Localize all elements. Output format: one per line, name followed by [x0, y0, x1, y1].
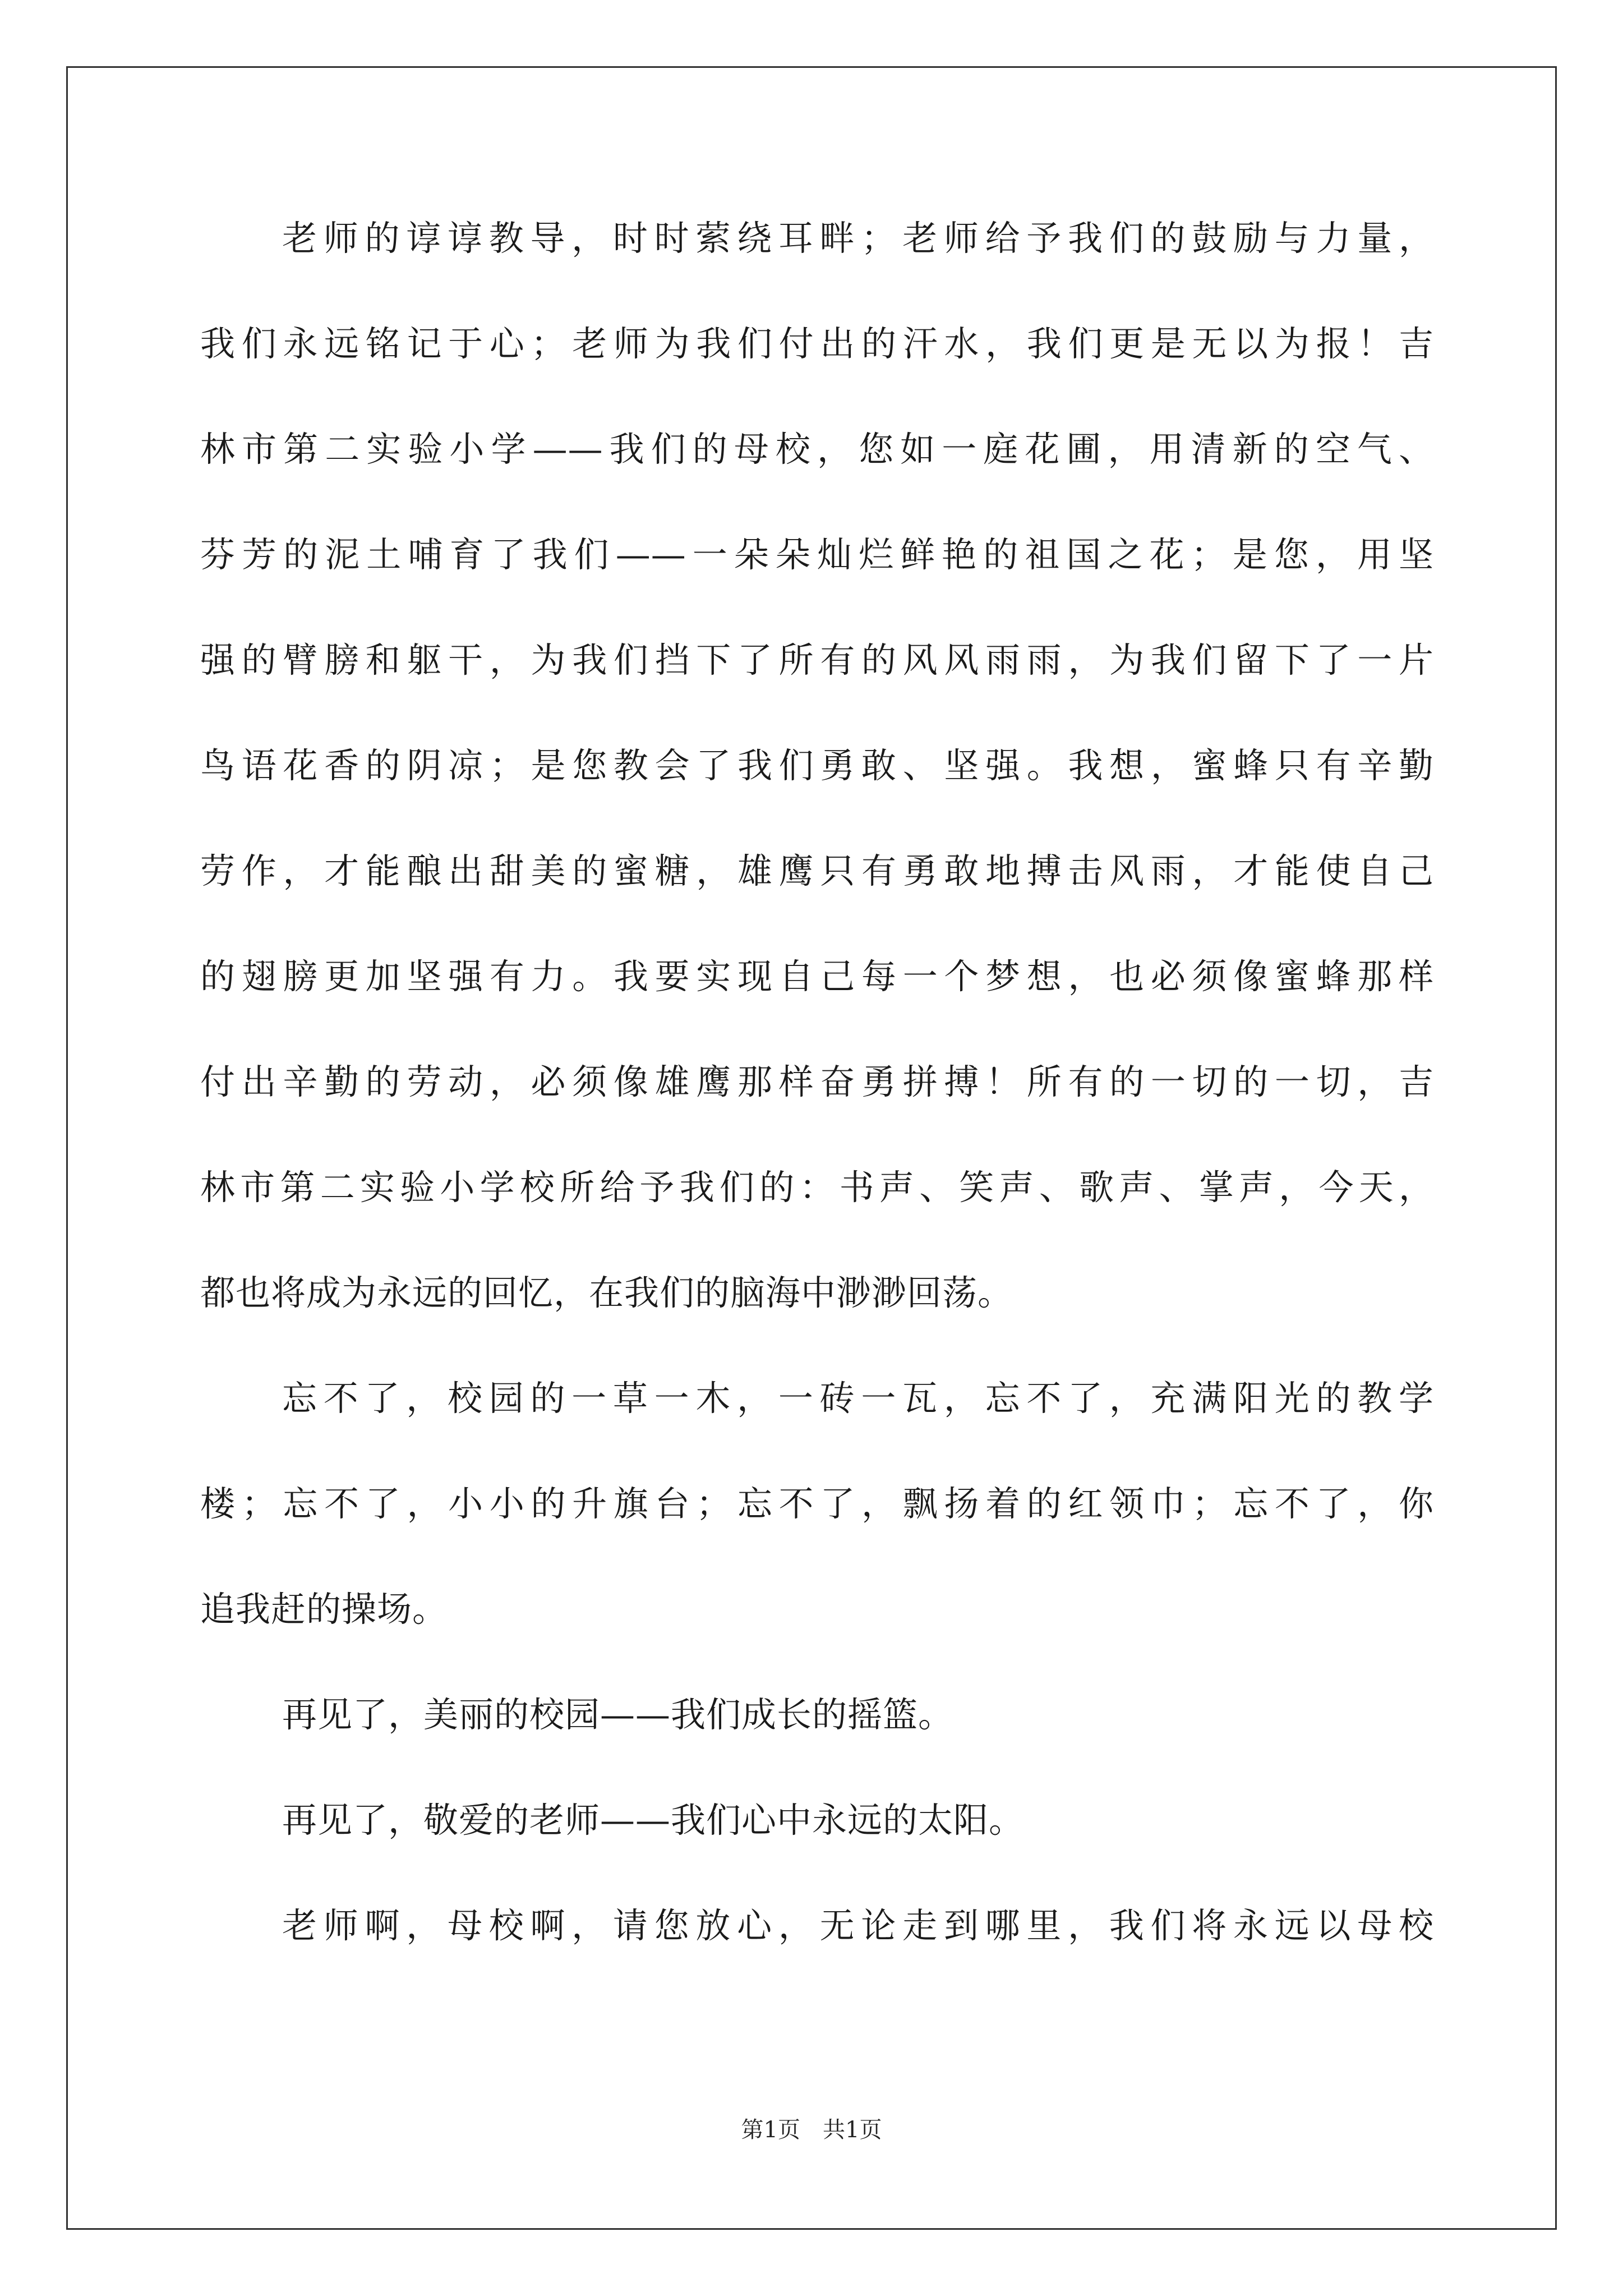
text-line: 都也将成为永远的回忆，在我们的脑海中渺渺回荡。 [200, 1272, 1013, 1313]
text-line: 忘不了，校园的一草一木，一砖一瓦，忘不了，充满阳光的教学 [282, 1378, 1434, 1419]
text-line: 我们永远铭记于心；老师为我们付出的汗水，我们更是无以为报！吉 [200, 323, 1434, 364]
text-line: 劳作，才能酿出甜美的蜜糖，雄鹰只有勇敢地搏击风雨，才能使自己 [200, 850, 1434, 891]
text-line: 林市第二实验小学——我们的母校，您如一庭花圃，用清新的空气、 [200, 429, 1434, 470]
text-line: 的翅膀更加坚强有力。我要实现自己每一个梦想，也必须像蜜蜂那样 [200, 956, 1434, 997]
document-body [200, 210, 1434, 2003]
text-line: 鸟语花香的阴凉；是您教会了我们勇敢、坚强。我想，蜜蜂只有辛勤 [200, 745, 1434, 786]
page-number-footer: 第1页 共1页 [741, 2117, 882, 2143]
text-line: 老师的谆谆教导，时时萦绕耳畔；老师给予我们的鼓励与力量， [282, 218, 1434, 259]
text-line: 追我赶的操场。 [200, 1589, 448, 1630]
text-line: 再见了，敬爱的老师——我们心中永远的太阳。 [282, 1800, 1025, 1841]
text-line: 林市第二实验小学校所给予我们的：书声、笑声、歌声、掌声，今天， [200, 1167, 1434, 1208]
text-line: 再见了，美丽的校园——我们成长的摇篮。 [282, 1694, 954, 1735]
text-line: 老师啊，母校啊，请您放心，无论走到哪里，我们将永远以母校 [282, 1905, 1434, 1946]
text-line: 付出辛勤的劳动，必须像雄鹰那样奋勇拼搏！所有的一切的一切，吉 [200, 1061, 1434, 1102]
text-line: 楼；忘不了，小小的升旗台；忘不了，飘扬着的红领巾；忘不了，你 [200, 1483, 1434, 1524]
text-line: 芬芳的泥土哺育了我们——一朵朵灿烂鲜艳的祖国之花；是您，用坚 [200, 534, 1434, 575]
text-line: 强的臂膀和躯干，为我们挡下了所有的风风雨雨，为我们留下了一片 [200, 639, 1434, 680]
